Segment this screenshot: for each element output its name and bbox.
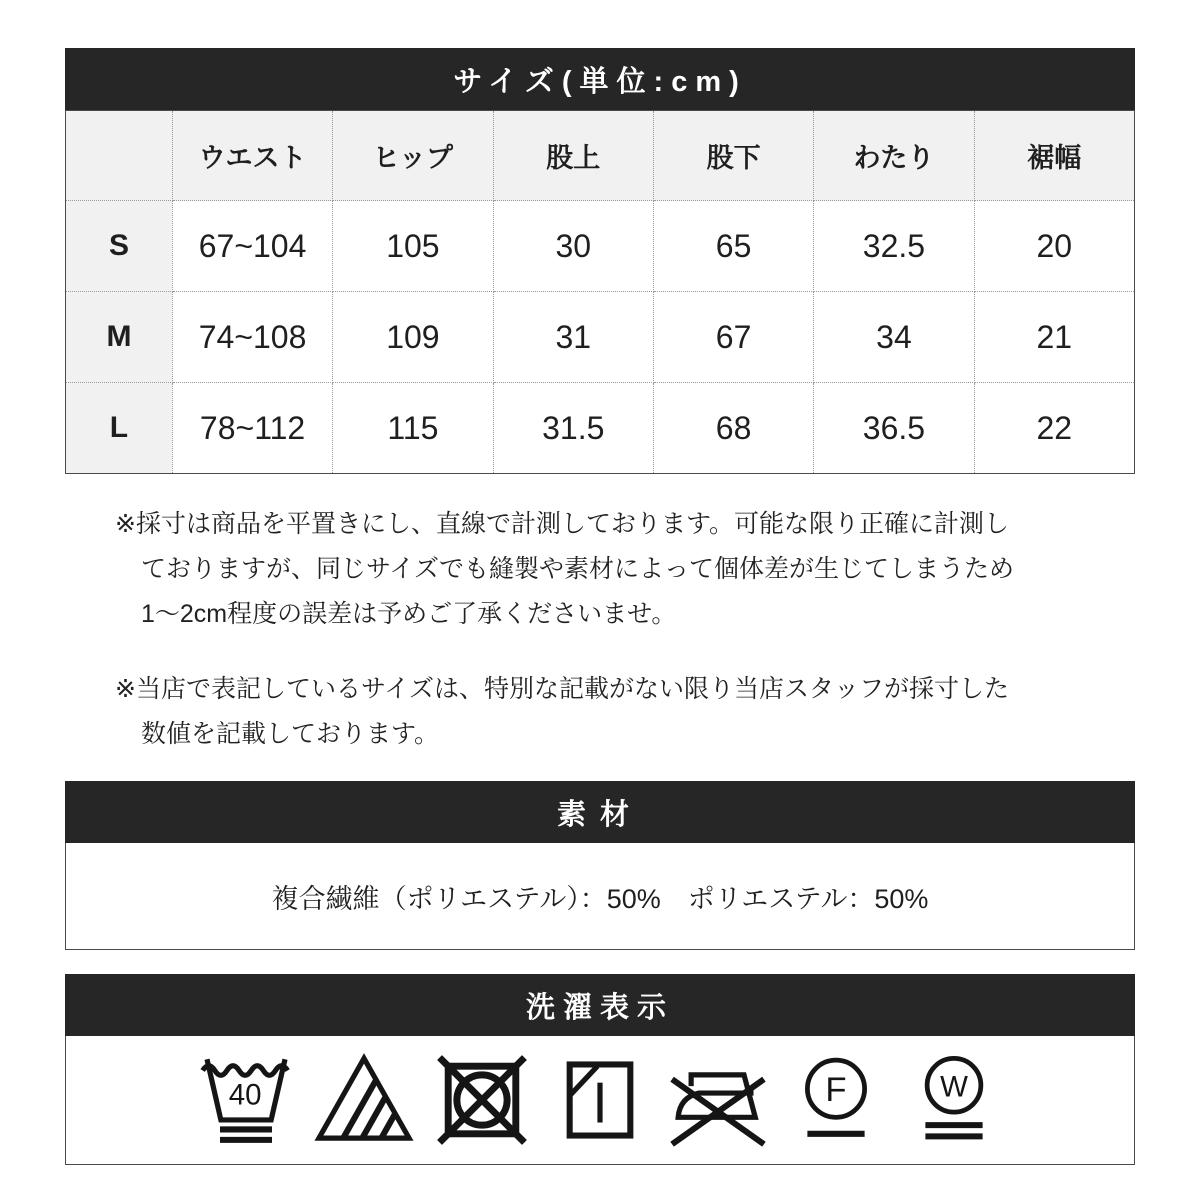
size-section-title: サイズ(単位:cm) (453, 65, 747, 98)
laundry-section-title: 洗濯表示 (525, 991, 674, 1024)
measurement-notes (115, 502, 1135, 757)
size-value-cell: 31 (493, 292, 653, 383)
size-label-cell: M (66, 292, 173, 383)
size-label-cell: L (66, 383, 173, 474)
size-table (65, 110, 1135, 474)
size-label-cell: S (66, 201, 173, 292)
note-line: ※当店で表記しているサイズは、特別な記載がない限り当店スタッフが採寸した (115, 675, 1009, 703)
size-table-header-row (66, 111, 1135, 201)
size-table-column-header: ヒップ (333, 111, 493, 201)
material-content (66, 843, 1134, 949)
dry-clean-petroleum-gentle-icon (784, 1044, 888, 1156)
wet-clean-letter: W (940, 1070, 968, 1104)
size-value-cell: 78~112 (172, 383, 332, 474)
size-value-cell: 67~104 (172, 201, 332, 292)
size-value-cell: 74~108 (172, 292, 332, 383)
note-1 (115, 502, 1135, 637)
product-size-info-page (65, 48, 1135, 1165)
size-value-cell: 21 (974, 292, 1134, 383)
do-not-iron-icon (666, 1044, 770, 1156)
size-value-cell: 109 (333, 292, 493, 383)
laundry-symbols-row (66, 1036, 1134, 1164)
size-table-column-header: ウエスト (172, 111, 332, 201)
wet-clean-very-gentle-icon (902, 1044, 1006, 1156)
size-value-cell: 115 (333, 383, 493, 474)
size-table-column-header: わたり (814, 111, 974, 201)
wash-40-very-gentle-icon (194, 1044, 298, 1156)
bleach-oxygen-only-icon (312, 1044, 416, 1156)
laundry-section-header-bar (65, 974, 1135, 1036)
material-section (65, 781, 1135, 950)
size-value-cell: 22 (974, 383, 1134, 474)
size-table-column-header: 股上 (493, 111, 653, 201)
material-section-title: 素材 (556, 798, 643, 831)
size-value-cell: 20 (974, 201, 1134, 292)
size-value-cell: 34 (814, 292, 974, 383)
size-table-row-M (66, 292, 1135, 383)
size-value-cell: 105 (333, 201, 493, 292)
size-value-cell: 65 (653, 201, 813, 292)
dry-clean-letter: F (825, 1070, 847, 1109)
wash-temperature-label: 40 (228, 1078, 262, 1112)
size-table-row-S (66, 201, 1135, 292)
size-value-cell: 36.5 (814, 383, 974, 474)
size-table-column-header: 裾幅 (974, 111, 1134, 201)
note-line: ※採寸は商品を平置きにし、直線で計測しております。可能な限り正確に計測し (115, 510, 1009, 538)
size-table-column-header: 股下 (653, 111, 813, 201)
size-value-cell: 67 (653, 292, 813, 383)
material-composition-text: 複合繊維（ポリエステル）：50% ポリエステル：50% (271, 883, 929, 914)
do-not-tumble-dry-icon (430, 1044, 534, 1156)
material-section-header-bar (65, 781, 1135, 843)
size-section-header-bar (65, 48, 1135, 110)
size-table-row-L (66, 383, 1135, 474)
size-value-cell: 32.5 (814, 201, 974, 292)
size-value-cell: 30 (493, 201, 653, 292)
note-line: ておりますが、同じサイズでも縫製や素材によって個体差が生じてしまうため (141, 555, 1015, 583)
note-line: 数値を記載しております。 (141, 720, 440, 748)
size-value-cell: 31.5 (493, 383, 653, 474)
note-line: 1〜2cm程度の誤差は予めご了承くださいませ。 (141, 600, 677, 628)
note-2 (115, 667, 1135, 757)
laundry-section (65, 974, 1135, 1165)
size-table-corner-cell (66, 111, 173, 201)
size-section (65, 48, 1135, 474)
size-value-cell: 68 (653, 383, 813, 474)
line-dry-in-shade-icon (548, 1044, 652, 1156)
